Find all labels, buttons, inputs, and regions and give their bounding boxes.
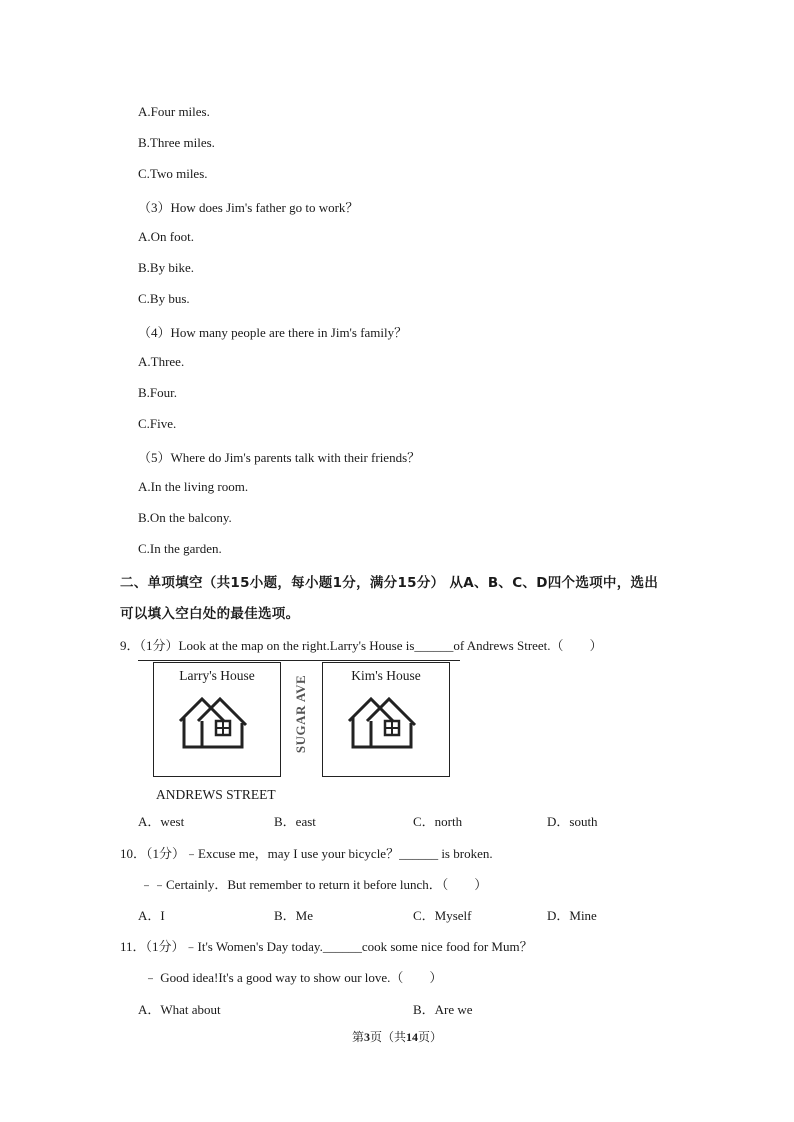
house-icon [347, 693, 419, 751]
footer-middle: 页（共 [369, 1030, 406, 1044]
q8-sub5-question: （5）Where do Jim's parents talk with their friends？ [138, 450, 421, 465]
q8-sub4-option-b: B.Four. [138, 385, 178, 400]
q10-choice-d: D．Mine [547, 908, 597, 923]
footer-total-pages: 14 [406, 1030, 418, 1044]
q8-sub5-option-a: A.In the living room. [138, 479, 249, 494]
map-top-line [138, 660, 460, 661]
section-heading-line1: 二、单项填空（共15小题，每小题1分，满分15分） 从A、B、C、D四个选项中，选出 [120, 575, 659, 591]
larrys-house-box [153, 662, 281, 777]
page-footer [0, 1028, 794, 1045]
sugar-ave-label: SUGAR AVE [293, 674, 308, 754]
kims-house-box [322, 662, 450, 777]
q10-stem: 10．（1分）﹣Excuse me，may I use your bicycle？______ is broken. [120, 846, 493, 861]
q8-sub4-question: （4）How many people are there in Jim's family？ [138, 325, 408, 340]
q11-reply: ﹣ Good idea!It's a good way to show our love.（ ） [144, 970, 443, 985]
q8-sub4-option-a: A.Three. [138, 354, 185, 369]
q8-sub3-option-c: C.By bus. [138, 291, 190, 306]
section-heading-line2: 可以填入空白处的最佳选项。 [120, 606, 300, 622]
sugar-ave-label-wrap [291, 674, 311, 754]
q10-choice-b: B．Me [274, 908, 314, 923]
q8-sub4-option-c: C.Five. [138, 416, 177, 431]
footer-suffix: 页） [418, 1030, 443, 1044]
q9-choice-a: A．west [138, 814, 185, 829]
andrews-street-label: ANDREWS STREET [156, 787, 276, 802]
q9-choice-b: B．east [274, 814, 316, 829]
q8-option-c: C.Two miles. [138, 166, 208, 181]
q10-choice-a: A．I [138, 908, 165, 923]
q8-option-a: A.Four miles. [138, 104, 210, 119]
larrys-house-label: Larry's House [179, 668, 255, 683]
kims-house-label: Kim's House [351, 668, 421, 683]
q10-reply: ﹣﹣Certainly．But remember to return it before lunch．（ ） [140, 877, 488, 892]
footer-prefix: 第 [351, 1030, 364, 1044]
q11-choice-b: B．Are we [413, 1002, 473, 1017]
q9-choice-c: C．north [413, 814, 463, 829]
q8-sub3-option-a: A.On foot. [138, 229, 194, 244]
q11-stem: 11．（1分）﹣It's Women's Day today.______cook some nice food for Mum？ [120, 939, 533, 954]
q8-sub5-option-c: C.In the garden. [138, 541, 222, 556]
house-icon [178, 693, 250, 751]
q11-choice-a: A．What about [138, 1002, 221, 1017]
q8-sub3-question: （3）How does Jim's father go to work？ [138, 200, 359, 215]
q8-option-b: B.Three miles. [138, 135, 215, 150]
q10-choice-c: C．Myself [413, 908, 472, 923]
q9-stem: 9．（1分）Look at the map on the right.Larry's House is______of Andrews Street.（ ） [120, 638, 603, 653]
footer-page-number: 3 [363, 1030, 370, 1044]
q9-choice-d: D．south [547, 814, 598, 829]
q8-sub5-option-b: B.On the balcony. [138, 510, 232, 525]
q8-sub3-option-b: B.By bike. [138, 260, 194, 275]
